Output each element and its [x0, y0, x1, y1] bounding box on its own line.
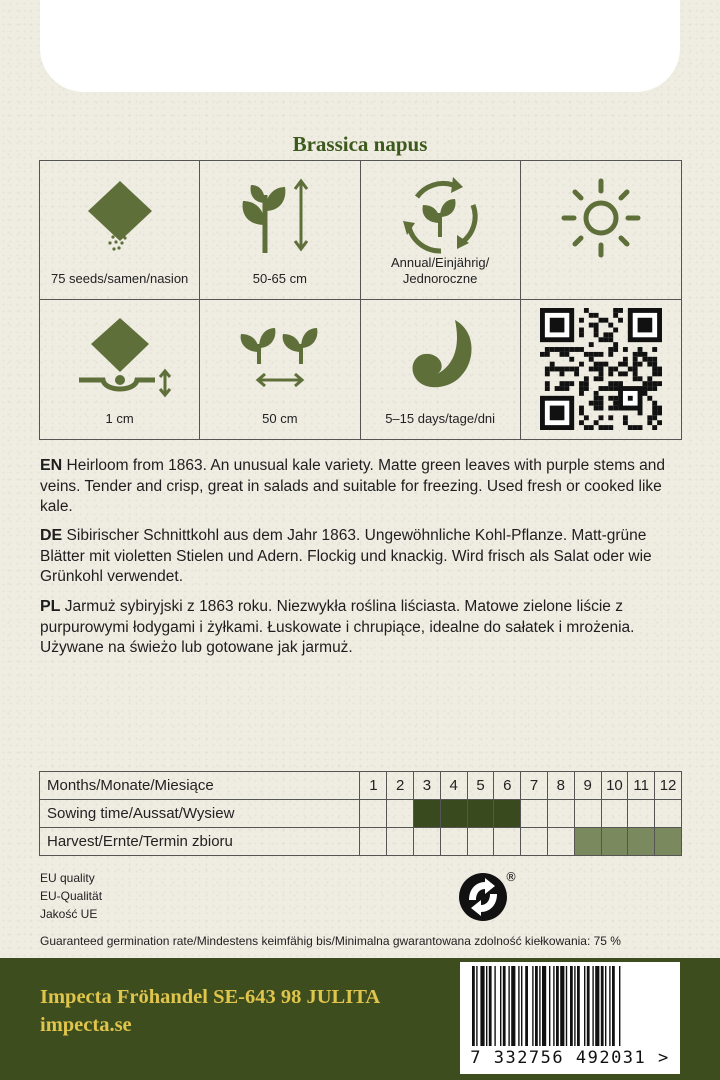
spacing-label: 50 cm: [262, 411, 298, 426]
month-cell: 10: [601, 772, 628, 800]
sowing-month-cell: [601, 800, 628, 828]
sowing-month-cell: [547, 800, 574, 828]
qr-code-icon[interactable]: [540, 308, 662, 430]
sowing-label: Sowing time/Aussat/Wysiew: [40, 800, 360, 828]
calendar-sowing-row: [40, 800, 682, 828]
lang-code-en: EN: [40, 457, 63, 474]
depth-cell: [40, 300, 200, 439]
harvest-month-cell: [521, 828, 548, 856]
description-de: [40, 526, 680, 588]
harvest-month-cell: [628, 828, 655, 856]
registered-mark: ®: [505, 870, 517, 884]
eu-quality-en: EU quality: [40, 871, 95, 885]
germination-label: 5–15 days/tage/dni: [385, 411, 496, 426]
month-cell: 7: [521, 772, 548, 800]
description-en: [40, 456, 680, 518]
month-cell: 3: [414, 772, 441, 800]
month-cell: 6: [494, 772, 521, 800]
lang-code-pl: PL: [40, 598, 61, 615]
description-en-text: Heirloom from 1863. An unusual kale variety. Matte green leaves with purple stems and veins. Tender and crisp, great in salads and suitable for freezing. Used fresh or cooked like kale.: [40, 457, 666, 515]
lifecycle-label: [361, 255, 520, 287]
harvest-month-cell: [387, 828, 414, 856]
harvest-month-cell: [655, 828, 682, 856]
height-cell: [200, 161, 360, 300]
germination-cell: [361, 300, 521, 439]
icon-grid: [39, 160, 682, 440]
qr-cell: [521, 300, 681, 439]
month-cell: 5: [467, 772, 494, 800]
sowing-calendar: [39, 771, 682, 856]
sowing-month-cell: [440, 800, 467, 828]
full-sun-icon: [556, 175, 646, 261]
lifecycle-label-line2: Jednoroczne: [402, 271, 478, 286]
eu-quality-pl: Jakość UE: [40, 907, 98, 921]
months-label: Months/Monate/Miesiące: [40, 772, 360, 800]
plant-spacing-icon: [235, 314, 325, 394]
month-cell: 12: [655, 772, 682, 800]
packet-window-cutout: [40, 0, 680, 92]
harvest-label: Harvest/Ernte/Termin zbioru: [40, 828, 360, 856]
description-pl: [40, 597, 680, 659]
barcode-number: 7 332756 492031 >: [470, 1048, 670, 1068]
seeds-cell: [40, 161, 200, 300]
month-cell: 4: [440, 772, 467, 800]
sowing-month-cell: [628, 800, 655, 828]
germination-rate-text: Guaranteed germination rate/Mindestens keimfähig bis/Minimalna gwarantowana zdolność kiełkowania: 75 %: [40, 934, 621, 948]
sowing-month-cell: [467, 800, 494, 828]
sowing-month-cell: [574, 800, 601, 828]
harvest-month-cell: [494, 828, 521, 856]
company-address: Impecta Fröhandel SE-643 98 JULITA: [40, 986, 381, 1008]
month-cell: 8: [547, 772, 574, 800]
plant-height-icon: [235, 175, 325, 255]
harvest-month-cell: [547, 828, 574, 856]
seeds-label: 75 seeds/samen/nasion: [50, 271, 189, 286]
harvest-month-cell: [601, 828, 628, 856]
sun-cell: [521, 161, 681, 300]
ean-barcode: [460, 962, 680, 1074]
harvest-month-cell: [440, 828, 467, 856]
spacing-cell: [200, 300, 360, 439]
harvest-month-cell: [414, 828, 441, 856]
harvest-month-cell: [467, 828, 494, 856]
calendar-months-row: [40, 772, 682, 800]
depth-label: 1 cm: [105, 411, 134, 426]
lifecycle-label-line1: Annual/Einjährig/: [390, 255, 490, 270]
sowing-month-cell: [494, 800, 521, 828]
sowing-month-cell: [360, 800, 387, 828]
harvest-month-cell: [574, 828, 601, 856]
sowing-month-cell: [387, 800, 414, 828]
lifecycle-cell: [361, 161, 521, 300]
sowing-month-cell: [655, 800, 682, 828]
month-cell: 9: [574, 772, 601, 800]
company-website[interactable]: impecta.se: [40, 1014, 132, 1036]
harvest-month-cell: [360, 828, 387, 856]
description-de-text: Sibirischer Schnittkohl aus dem Jahr 1863. Ungewöhnliche Kohl-Pflanze. Matt-grüne Blätter mit violetten Stielen und Adern. Flockig und knackig. Wird frisch als Salat oder wie Grünkohl verwendet.: [40, 527, 652, 585]
month-cell: 2: [387, 772, 414, 800]
sowing-month-cell: [521, 800, 548, 828]
germination-seed-icon: [395, 314, 485, 400]
annual-cycle-icon: [395, 175, 485, 255]
description-pl-text: Jarmuż sybiryjski z 1863 roku. Niezwykła roślina liściasta. Matowe zielone liście z purpurowymi łodygami i żyłkami. Łuskowate i chrupiące, idealne do sałatek i mrożenia. Używane na świeżo lub gotowane jak jarmuż.: [40, 598, 635, 656]
sowing-month-cell: [414, 800, 441, 828]
month-cell: 11: [628, 772, 655, 800]
eu-quality-de: EU-Qualität: [40, 889, 103, 903]
eu-quality-block: [40, 869, 102, 923]
seed-packet-icon: [75, 175, 165, 255]
month-cell: 1: [360, 772, 387, 800]
green-dot-recycle-icon: [457, 866, 527, 933]
calendar-harvest-row: [40, 828, 682, 856]
species-title: Brassica napus: [292, 132, 428, 156]
sowing-depth-icon: [65, 314, 175, 400]
lang-code-de: DE: [40, 527, 63, 544]
height-label: 50-65 cm: [252, 271, 307, 286]
